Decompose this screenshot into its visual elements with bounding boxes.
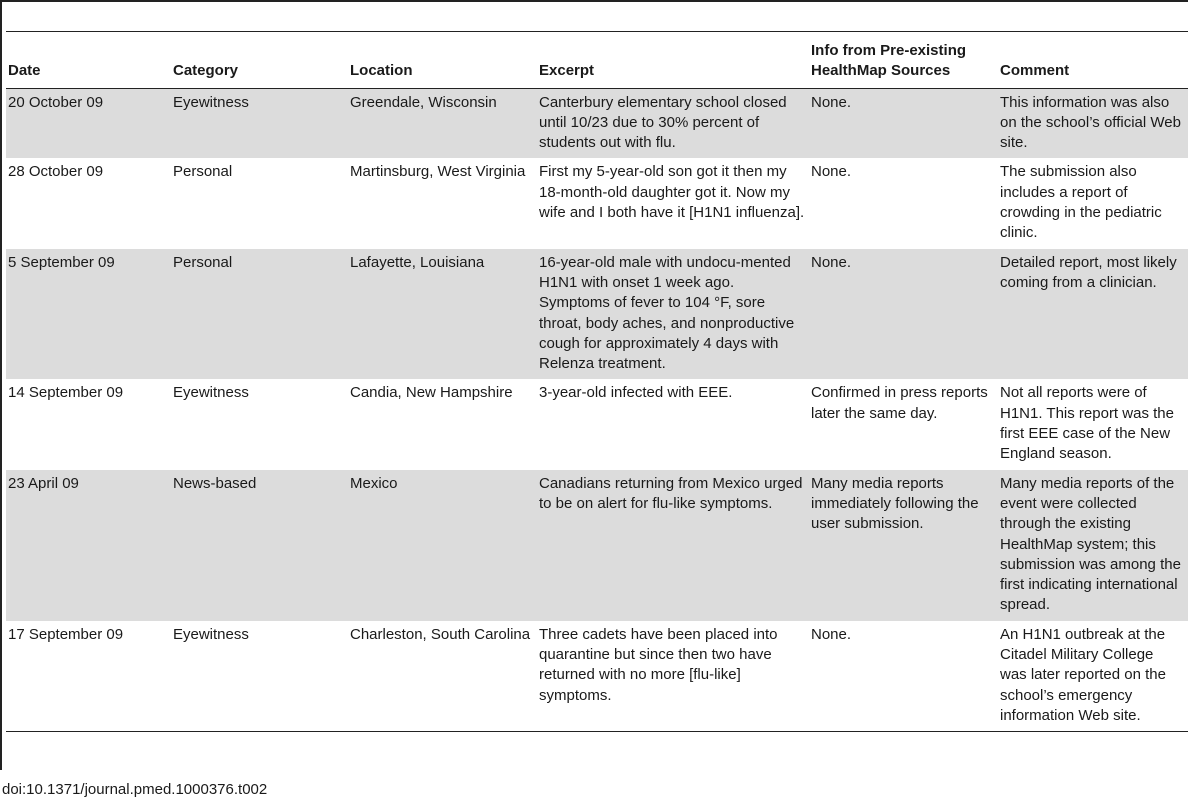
table-row (6, 470, 1188, 621)
cell-location: Lafayette, Louisiana (348, 249, 537, 380)
cell-location: Mexico (348, 470, 537, 621)
cell-excerpt: Canadians returning from Mexico urged to be on alert for flu-like symptoms. (537, 470, 809, 621)
table-header-row (6, 32, 1188, 88)
table-row (6, 379, 1188, 469)
cell-comment: Many media reports of the event were collected through the existing HealthMap system; this submission was among the first indicating international spread. (998, 470, 1188, 621)
doi-link[interactable]: doi:10.1371/journal.pmed.1000376.t002 (2, 781, 268, 798)
cell-category: Personal (173, 163, 233, 181)
cell-category: Personal (171, 249, 348, 380)
cell-info: None. (811, 163, 852, 181)
header-excerpt: Excerpt (537, 32, 809, 88)
cell-date: 28 October 09 (8, 163, 104, 181)
header-info: Info from Pre-existing HealthMap Sources (809, 32, 998, 88)
header-comment: Comment (998, 32, 1188, 88)
cell-comment: The submission also includes a report of crowding in the pediatric clinic. (1000, 163, 1162, 242)
cell-location: Martinsburg, West Virginia (350, 163, 526, 181)
cell-category: Eyewitness (173, 384, 249, 402)
cell-excerpt: First my 5-year-old son got it then my 18-month-old daughter got it. Now my wife and I both have it [H1N1 influenza]. (539, 163, 805, 222)
data-table (6, 32, 1188, 732)
table-row (6, 158, 1188, 248)
cell-category: Eyewitness (171, 621, 348, 732)
cell-excerpt: Canterbury elementary school closed until 10/23 due to 30% percent of students out with flu. (537, 88, 809, 158)
cell-excerpt: 16-year-old male with undocu-mented H1N1 with onset 1 week ago. Symptoms of fever to 104 °F, sore throat, body aches, and nonproductive cough for approximately 4 days with Relenza treatment. (537, 249, 809, 380)
cell-comment: Detailed report, most likely coming from a clinician. (998, 249, 1188, 380)
cell-info: Confirmed in press reports later the same day. (811, 384, 988, 422)
header-date: Date (6, 32, 171, 88)
cell-comment: Not all reports were of H1N1. This report was the first EEE case of the New England season. (1000, 384, 1174, 463)
table-row (6, 249, 1188, 380)
cell-date: 17 September 09 (6, 621, 171, 732)
cell-info: None. (809, 621, 998, 732)
cell-category: News-based (171, 470, 348, 621)
left-border (0, 0, 2, 770)
cell-date: 14 September 09 (8, 384, 124, 402)
header-category: Category (171, 32, 348, 88)
cell-info: None. (809, 249, 998, 380)
top-rule (0, 0, 1188, 2)
cell-location: Greendale, Wisconsin (348, 88, 537, 158)
cell-location: Candia, New Hampshire (350, 384, 513, 402)
table-row (6, 88, 1188, 158)
cell-date: 23 April 09 (6, 470, 171, 621)
header-location: Location (348, 32, 537, 88)
cell-comment: This information was also on the school’s official Web site. (998, 88, 1188, 158)
table-row (6, 621, 1188, 732)
cell-date: 20 October 09 (6, 88, 171, 158)
cell-date: 5 September 09 (6, 249, 171, 380)
cell-info: Many media reports immediately following the user submission. (809, 470, 998, 621)
cell-excerpt: Three cadets have been placed into quarantine but since then two have returned with no more [flu-like] symptoms. (537, 621, 809, 732)
cell-location: Charleston, South Carolina (348, 621, 537, 732)
cell-comment: An H1N1 outbreak at the Citadel Military College was later reported on the school’s emergency information Web site. (998, 621, 1188, 732)
cell-info: None. (809, 88, 998, 158)
cell-excerpt: 3-year-old infected with EEE. (539, 384, 733, 402)
cell-category: Eyewitness (171, 88, 348, 158)
